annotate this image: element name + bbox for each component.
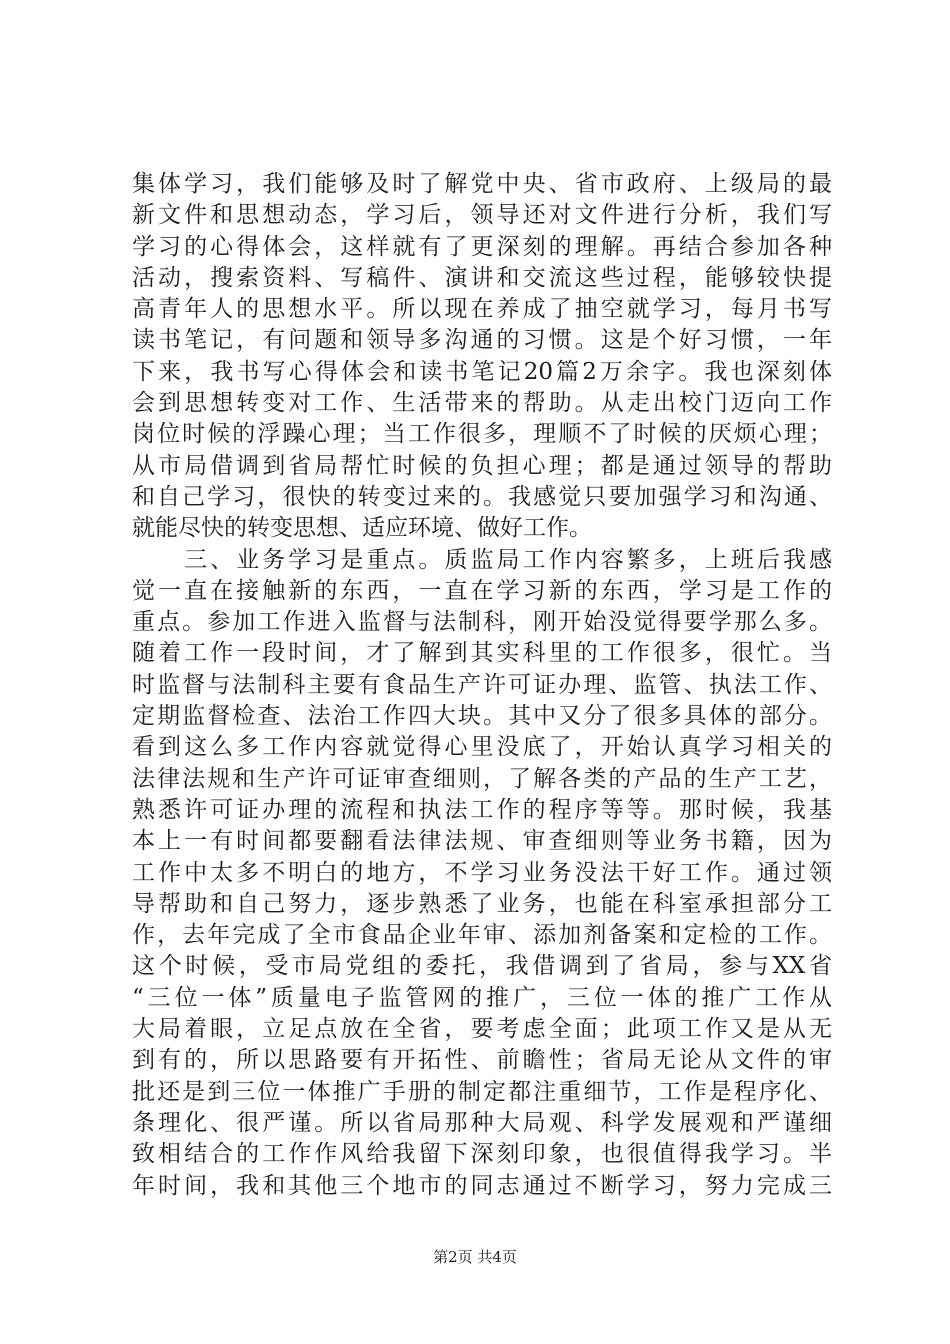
text-line: 读书笔记，有问题和领导多沟通的习惯。这是个好习惯，一年 (132, 327, 832, 354)
text-line: 导帮助和自己努力，逐步熟悉了业务，也能在科室承担部分工 (132, 890, 832, 917)
text-line: 致相结合的工作作风给我留下深刻印象，也很值得我学习。半 (132, 1141, 832, 1168)
text-line: 下来，我书写心得体会和读书笔记20篇2万余字。我也深刻体 (132, 358, 832, 385)
text-line: 年时间，我和其他三个地市的同志通过不断学习，努力完成三 (132, 1172, 832, 1199)
text-line: 岗位时候的浮躁心理；当工作很多，理顺不了时候的厌烦心理； (132, 421, 832, 448)
text-line: 随着工作一段时间，才了解到其实科里的工作很多，很忙。当 (132, 640, 832, 667)
text-line: 新文件和思想动态，学习后，领导还对文件进行分析，我们写 (132, 202, 832, 229)
text-line: 时监督与法制科主要有食品生产许可证办理、监管、执法工作、 (132, 671, 832, 698)
text-line: 觉一直在接触新的东西，一直在学习新的东西，学习是工作的 (132, 577, 832, 604)
text-line: 活动，搜索资料、写稿件、演讲和交流这些过程，能够较快提 (132, 264, 832, 291)
text-line: 定期监督检查、法治工作四大块。其中又分了很多具体的部分。 (132, 703, 832, 730)
text-line: 批还是到三位一体推广手册的制定都注重细节，工作是程序化、 (132, 1078, 832, 1105)
text-line: 学习的心得体会，这样就有了更深刻的理解。再结合参加各种 (132, 233, 832, 260)
text-line: 重点。参加工作进入监督与法制科，刚开始没觉得要学那么多。 (132, 609, 832, 636)
text-line: 作，去年完成了全市食品企业年审、添加剂备案和定检的工作。 (132, 922, 832, 949)
text-line: “三位一体”质量电子监管网的推广，三位一体的推广工作从 (132, 984, 832, 1011)
text-line: 到有的，所以思路要有开拓性、前瞻性；省局无论从文件的审 (132, 1047, 832, 1074)
text-line: 这个时候，受市局党组的委托，我借调到了省局，参与XX省 (132, 953, 832, 980)
text-line: 法律法规和生产许可证审查细则，了解各类的产品的生产工艺， (132, 765, 832, 792)
text-line: 工作中太多不明白的地方，不学习业务没法干好工作。通过领 (132, 859, 832, 886)
text-line: 熟悉许可证办理的流程和执法工作的程序等等。那时候，我基 (132, 796, 832, 823)
text-line: 条理化、很严谨。所以省局那种大局观、科学发展观和严谨细 (132, 1109, 832, 1136)
text-line: 高青年人的思想水平。所以现在养成了抽空就学习，每月书写 (132, 296, 832, 323)
text-line: 从市局借调到省局帮忙时候的负担心理；都是通过领导的帮助 (132, 452, 832, 479)
text-line: 会到思想转变对工作、生活带来的帮助。从走出校门迈向工作 (132, 390, 832, 417)
text-line: 集体学习，我们能够及时了解党中央、省市政府、上级局的最 (132, 171, 832, 197)
page-number: 第2页 共4页 (433, 1248, 517, 1266)
text-line: 大局着眼，立足点放在全省，要考虑全面；此项工作又是从无 (132, 1016, 832, 1043)
text-line: 看到这么多工作内容就觉得心里没底了，开始认真学习相关的 (132, 734, 832, 761)
text-line: 三、业务学习是重点。质监局工作内容繁多，上班后我感 (132, 546, 832, 573)
text-line: 就能尽快的转变思想、适应环境、做好工作。 (132, 515, 592, 542)
text-line: 本上一有时间都要翻看法律法规、审查细则等业务书籍，因为 (132, 828, 832, 855)
body-text (132, 169, 832, 1202)
text-line: 和自己学习，很快的转变过来的。我感觉只要加强学习和沟通、 (132, 483, 832, 510)
